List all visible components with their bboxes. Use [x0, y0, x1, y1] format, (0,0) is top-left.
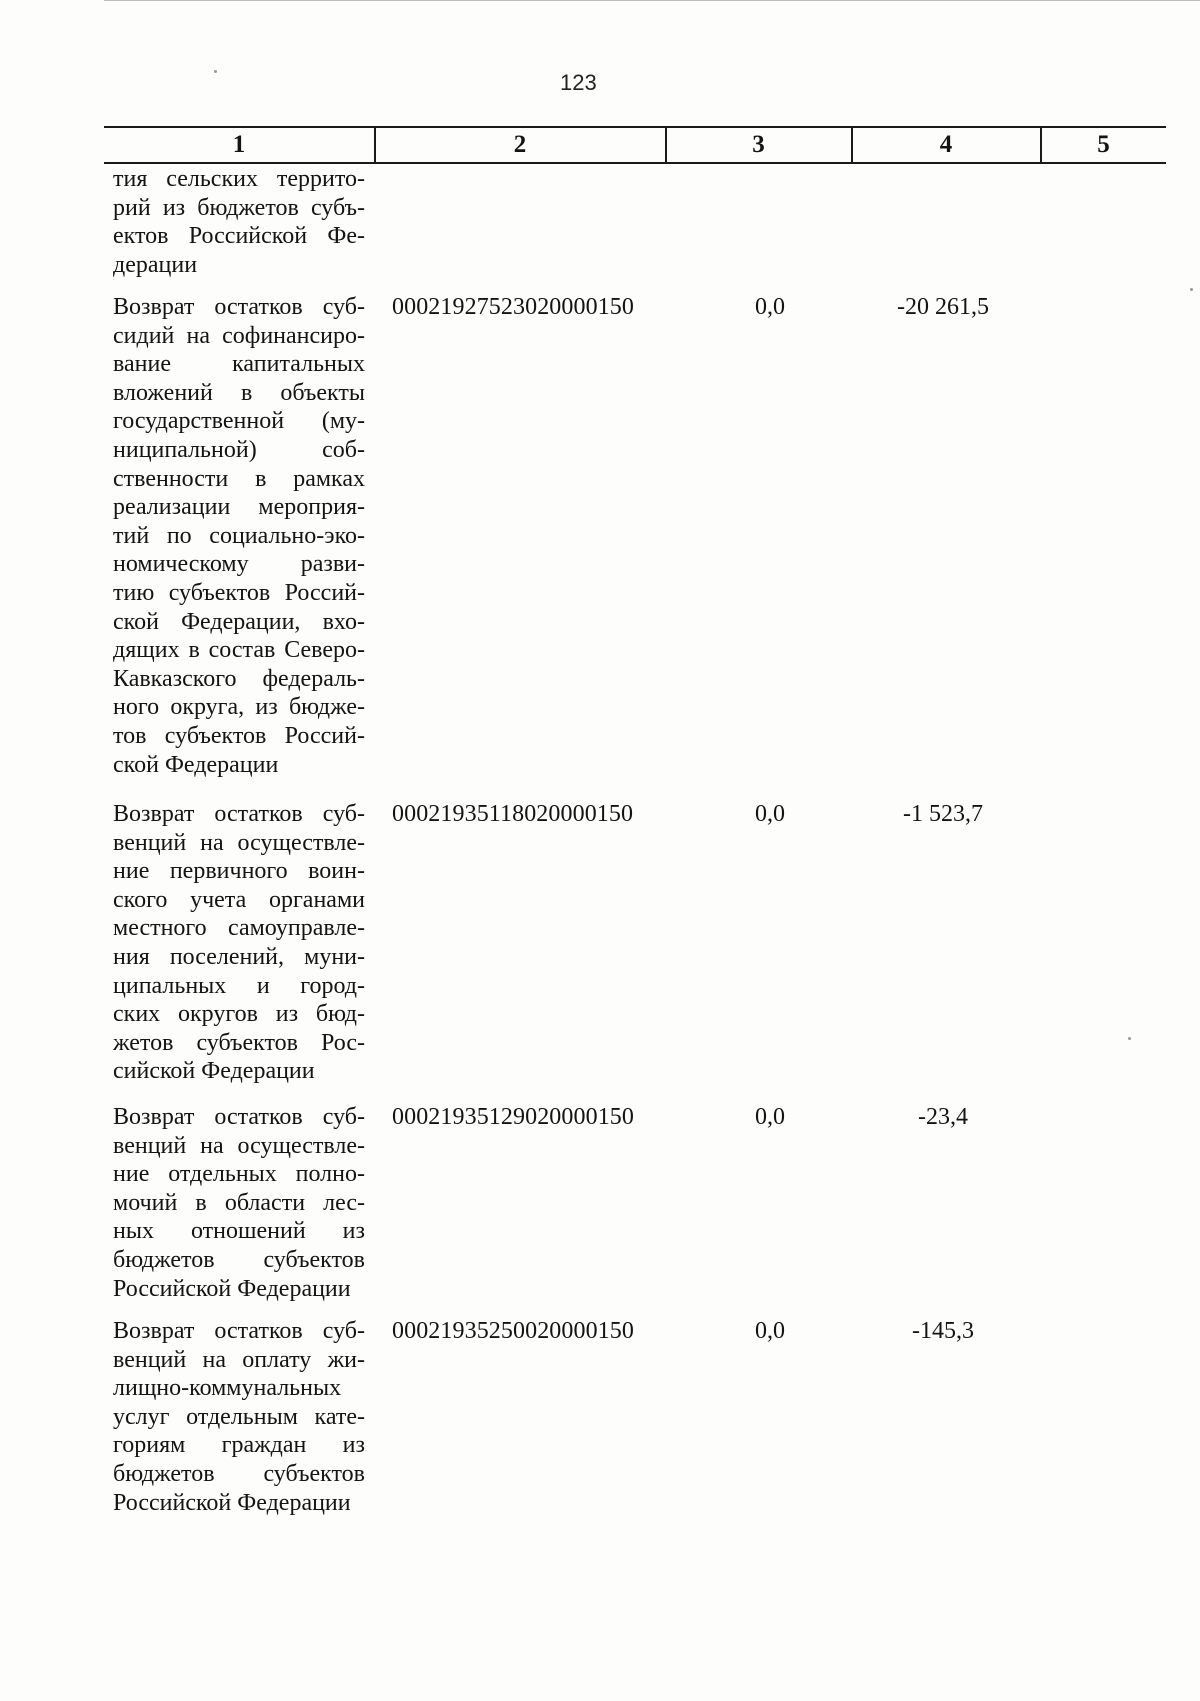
description-line: ципальных и город-	[113, 972, 365, 999]
description-line: Российской Федерации	[113, 1489, 351, 1516]
description-line: ние отдельных полно-	[113, 1161, 365, 1188]
row-2-description	[113, 800, 365, 1086]
description-line: тию субъектов Россий-	[113, 579, 365, 606]
description-line: гориям граждан из	[113, 1432, 365, 1459]
description-line: жетов субъектов Рос-	[113, 1029, 365, 1056]
scan-speck	[1128, 1037, 1131, 1040]
row-1-col3-value: 0,0	[755, 294, 785, 320]
description-line: рий из бюджетов субъ-	[113, 194, 365, 221]
scan-top-edge	[104, 0, 1200, 1]
scan-speck	[214, 70, 217, 73]
row-3-description	[113, 1103, 365, 1303]
row-2-col4-value: -1 523,7	[903, 801, 983, 827]
description-line: Российской Федерации	[113, 1275, 351, 1302]
description-line: тия сельских террито-	[113, 166, 365, 192]
description-line: Возврат остатков суб-	[113, 801, 365, 827]
description-line: бюджетов субъектов	[113, 1460, 365, 1487]
description-line: ской Федерации, вхо-	[113, 608, 365, 635]
description-line: реализации мероприя-	[113, 494, 365, 521]
continuation-description	[113, 165, 365, 279]
header-col-1: 1	[232, 131, 246, 158]
row-4-col4-value: -145,3	[912, 1318, 974, 1344]
header-col-2: 2	[513, 131, 527, 158]
description-line: Возврат остатков суб-	[113, 1104, 365, 1130]
row-3-col4-value: -23,4	[918, 1104, 968, 1130]
description-line: лищно-коммунальных	[113, 1375, 342, 1402]
description-line: ного округа, из бюдже-	[113, 694, 365, 721]
scan-speck	[1190, 288, 1193, 291]
description-line: Возврат остатков суб-	[113, 1318, 365, 1344]
description-line: вание капитальных	[113, 351, 365, 378]
description-line: ской Федерации	[113, 751, 279, 778]
description-line: сидий на софинансиро-	[113, 322, 365, 349]
description-line: венций на оплату жи-	[113, 1346, 365, 1373]
row-1-code: 00021927523020000150	[392, 294, 634, 320]
description-line: ского учета органами	[113, 886, 365, 913]
row-3-col3-value: 0,0	[755, 1104, 785, 1130]
description-line: ских округов из бюд-	[113, 1001, 365, 1028]
description-line: ектов Российской Фе-	[113, 223, 365, 250]
table-header	[104, 126, 1166, 164]
description-line: государственной (му-	[113, 408, 365, 435]
description-line: ных отношений из	[113, 1218, 365, 1245]
description-line: тий по социально-эко-	[113, 522, 365, 549]
row-3-code: 00021935129020000150	[392, 1104, 634, 1130]
description-line: вложений в объекты	[113, 379, 365, 406]
description-line: ниципальной) соб-	[113, 436, 365, 463]
row-1-description	[113, 293, 365, 779]
row-2-code: 00021935118020000150	[392, 801, 634, 827]
description-line: Возврат остатков суб-	[113, 294, 365, 320]
row-4-col3-value: 0,0	[755, 1318, 785, 1344]
row-4-description	[113, 1317, 365, 1517]
description-line: ния поселений, муни-	[113, 943, 365, 970]
description-line: ние первичного воин-	[113, 858, 365, 885]
row-4-code: 00021935250020000150	[392, 1318, 634, 1344]
description-line: тов субъектов Россий-	[113, 722, 365, 749]
description-line: мочий в области лес-	[113, 1189, 365, 1216]
description-line: Кавказского федераль-	[113, 665, 365, 692]
description-line: бюджетов субъектов	[113, 1246, 365, 1273]
description-line: дерации	[113, 251, 198, 278]
row-1-col4-value: -20 261,5	[897, 294, 989, 320]
header-col-4: 4	[939, 131, 953, 158]
description-line: венций на осуществле-	[113, 1132, 365, 1159]
description-line: местного самоуправле-	[113, 915, 365, 942]
description-line: сийской Федерации	[113, 1058, 315, 1085]
description-line: дящих в состав Северо-	[113, 637, 365, 664]
description-line: номическому разви-	[113, 551, 365, 578]
description-line: ственности в рамках	[113, 465, 365, 492]
header-col-3: 3	[752, 131, 765, 158]
description-line: услуг отдельным кате-	[113, 1403, 365, 1430]
page-number: 123	[560, 70, 597, 95]
row-2-col3-value: 0,0	[755, 801, 785, 827]
description-line: венций на осуществле-	[113, 829, 365, 856]
header-col-5: 5	[1097, 131, 1110, 158]
